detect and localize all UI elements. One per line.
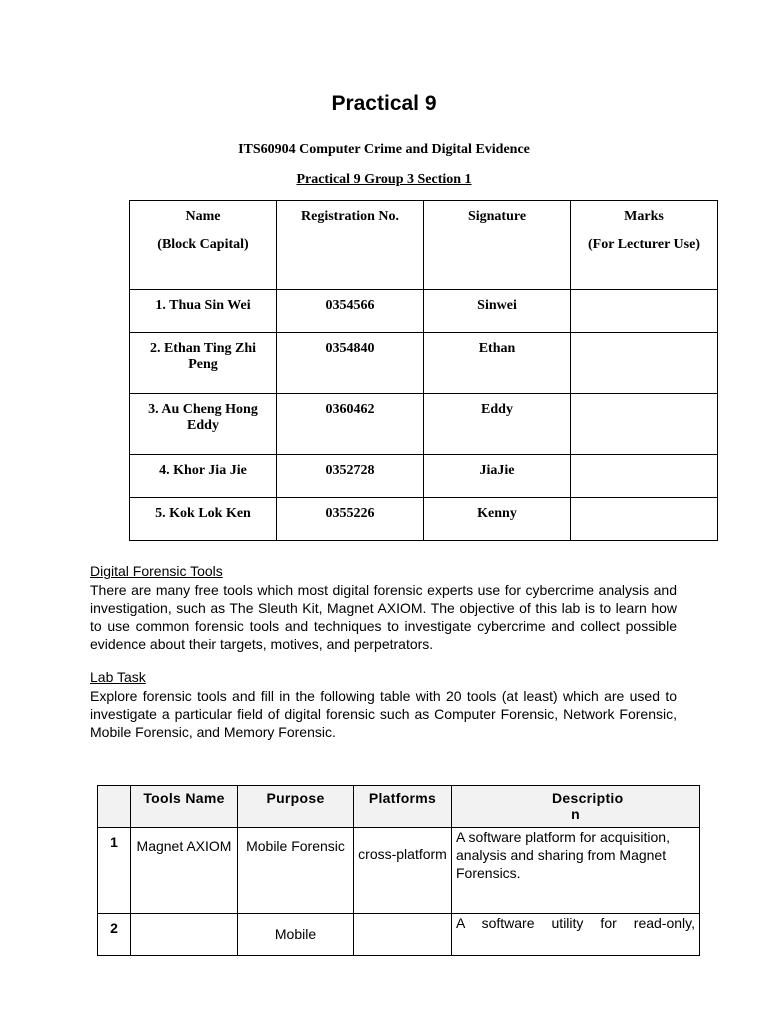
header-marks: Marks bbox=[624, 209, 664, 224]
section-body-lab-task: Explore forensic tools and fill in the following table with 20 tools (at least) which are used to investigate a particular field of digital forensic such as Computer Forensic, Network Forensic, Mobile Forensic, and Memory Forensic. bbox=[90, 688, 677, 740]
table-row bbox=[130, 394, 718, 455]
header-name-cell bbox=[130, 201, 277, 290]
member-signature: Sinwei bbox=[424, 290, 571, 333]
table-row bbox=[130, 290, 718, 333]
member-marks[interactable] bbox=[571, 498, 718, 541]
member-marks[interactable] bbox=[571, 290, 718, 333]
member-signature: Kenny bbox=[424, 498, 571, 541]
header-marks-cell bbox=[571, 201, 718, 290]
members-header-row bbox=[130, 201, 718, 290]
header-purpose: Purpose bbox=[238, 786, 354, 828]
header-name-note: (Block Capital) bbox=[157, 237, 249, 252]
member-name: 1. Thua Sin Wei bbox=[130, 290, 277, 333]
member-signature: JiaJie bbox=[424, 455, 571, 498]
tool-platforms[interactable] bbox=[354, 914, 452, 956]
member-marks[interactable] bbox=[571, 394, 718, 455]
header-platforms: Platforms bbox=[354, 786, 452, 828]
member-registration: 0352728 bbox=[277, 455, 424, 498]
tools-table bbox=[97, 785, 700, 956]
header-description: Descriptio n bbox=[452, 786, 700, 828]
member-registration: 0355226 bbox=[277, 498, 424, 541]
member-signature: Eddy bbox=[424, 394, 571, 455]
member-signature: Ethan bbox=[424, 333, 571, 394]
section-heading-tools: Digital Forensic Tools bbox=[90, 563, 223, 579]
table-row bbox=[130, 498, 718, 541]
header-registration-cell bbox=[277, 201, 424, 290]
header-registration: Registration No. bbox=[301, 209, 399, 224]
member-marks[interactable] bbox=[571, 455, 718, 498]
member-registration: 0360462 bbox=[277, 394, 424, 455]
table-row bbox=[98, 828, 700, 914]
header-tools-name: Tools Name bbox=[131, 786, 238, 828]
group-title: Practical 9 Group 3 Section 1 bbox=[296, 172, 472, 187]
section-heading-lab-task: Lab Task bbox=[90, 669, 146, 685]
tools-header-row bbox=[98, 786, 700, 828]
row-number: 1 bbox=[98, 828, 131, 914]
member-registration: 0354840 bbox=[277, 333, 424, 394]
header-name: Name bbox=[185, 209, 221, 224]
course-title: ITS60904 Computer Crime and Digital Evidence bbox=[238, 142, 530, 157]
member-name: 2. Ethan Ting Zhi Peng bbox=[130, 333, 277, 394]
member-name: 4. Khor Jia Jie bbox=[130, 455, 277, 498]
member-name: 5. Kok Lok Ken bbox=[130, 498, 277, 541]
header-number bbox=[98, 786, 131, 828]
tool-description[interactable]: A software platform for acquisition, analysis and sharing from Magnet Forensics. bbox=[452, 828, 700, 914]
header-signature: Signature bbox=[467, 209, 527, 224]
table-row bbox=[98, 914, 700, 956]
member-marks[interactable] bbox=[571, 333, 718, 394]
header-signature-cell bbox=[424, 201, 571, 290]
tool-description[interactable]: A software utility for read-only, bbox=[452, 914, 700, 956]
table-row bbox=[130, 455, 718, 498]
tool-name[interactable]: Magnet AXIOM bbox=[131, 828, 238, 914]
member-registration: 0354566 bbox=[277, 290, 424, 333]
tool-name[interactable] bbox=[131, 914, 238, 956]
table-row bbox=[130, 333, 718, 394]
members-table bbox=[129, 200, 718, 541]
tool-purpose[interactable]: Mobile bbox=[238, 914, 354, 956]
page-title: Practical 9 bbox=[331, 92, 437, 115]
tool-platforms[interactable]: cross-platform bbox=[354, 828, 452, 914]
tool-purpose[interactable]: Mobile Forensic bbox=[238, 828, 354, 914]
row-number: 2 bbox=[98, 914, 131, 956]
section-body-tools: There are many free tools which most digital forensic experts use for cybercrime analysis and investigation, such as The Sleuth Kit, Magnet AXIOM. The objective of this lab is to learn how to use common forensic tools and techniques to investigate cybercrime and collect possible evidence about their targets, motives, and perpetrators. bbox=[90, 582, 677, 652]
header-marks-note: (For Lecturer Use) bbox=[588, 237, 700, 252]
member-name: 3. Au Cheng Hong Eddy bbox=[130, 394, 277, 455]
